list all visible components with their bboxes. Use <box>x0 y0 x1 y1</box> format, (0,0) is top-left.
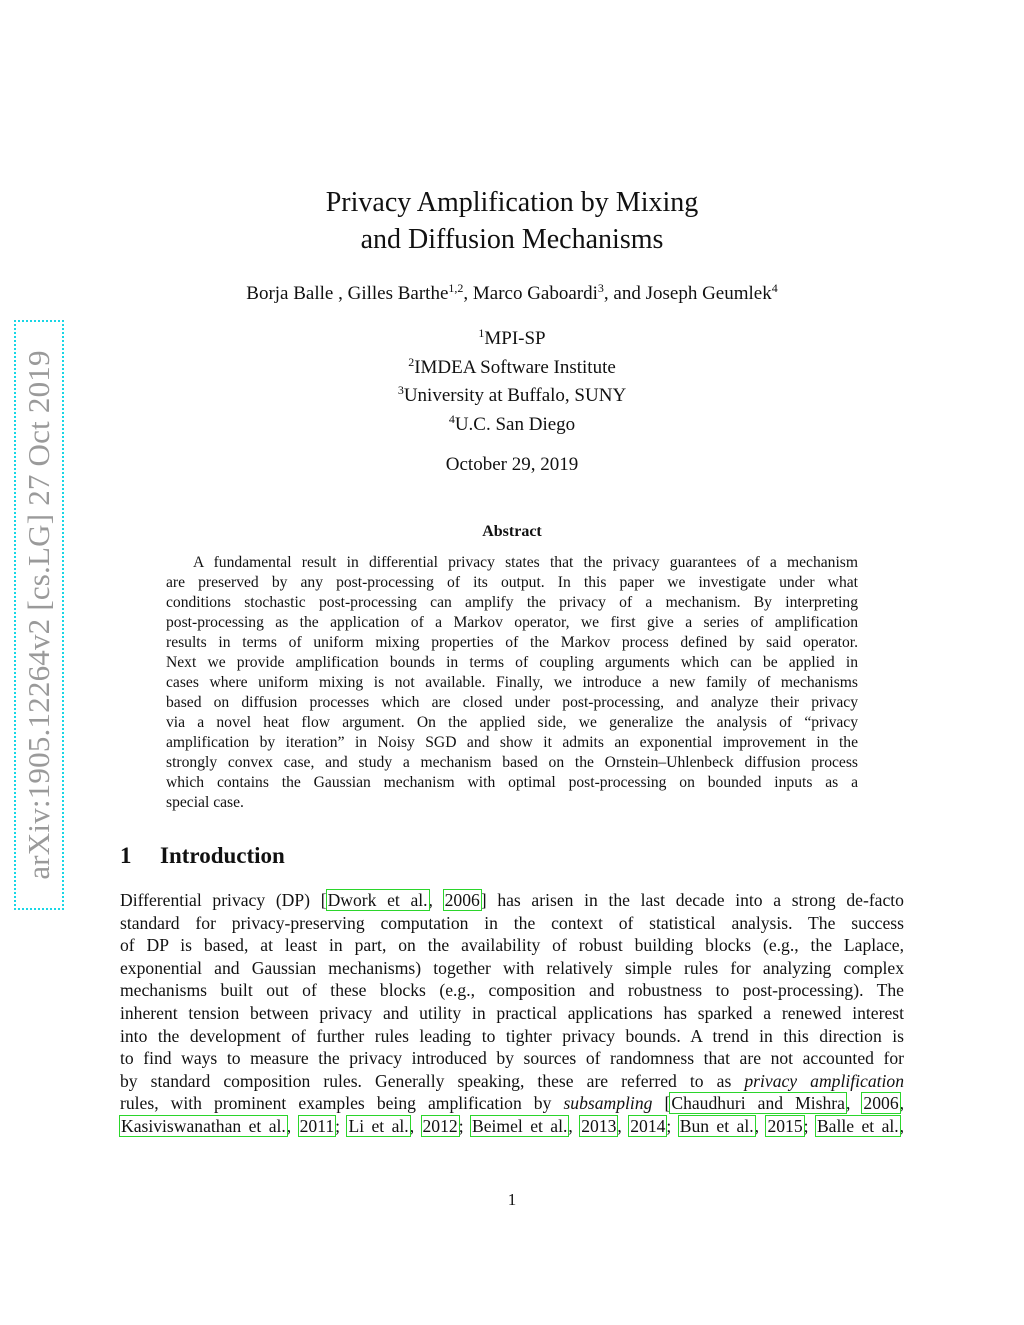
text-line: mechanisms built out of these blocks (e.g., composition and robustness to post-processing). The <box>120 980 904 1001</box>
title-line-2: and Diffusion Mechanisms <box>360 224 664 255</box>
abstract-line: based on diffusion processes which are closed under post-processing, and analyze their privacy <box>166 694 858 711</box>
affiliation: $^1$MPI-SP <box>478 326 546 349</box>
text-line: standard for privacy-preserving computation in the context of statistical analysis. The success <box>120 912 904 933</box>
abstract-line: post-processing as the application of a Markov operator, we first give a series of amplification <box>166 614 858 631</box>
page-number: 1 <box>507 1190 517 1209</box>
author-name: Borja Balle <box>246 283 334 304</box>
text-line: into the development of further rules leading to tighter privacy bounds. A trend in this direction is <box>120 1025 904 1046</box>
author-list: Borja Balle , Gilles Barthe$^{1,2}$, Marco Gaboardi$^3$, and Joseph Geumlek$^4$ <box>246 281 778 304</box>
text-line: rules, with prominent examples being amplification by subsampling [Chaudhuri and Mishra, 2006, <box>120 1093 905 1114</box>
abstract-text <box>166 553 858 813</box>
paper-title <box>0 184 1024 258</box>
citation-link[interactable]: Dwork et al. <box>327 890 428 910</box>
author-name: Joseph Geumlek <box>645 283 772 304</box>
section-title: Introduction <box>160 843 285 868</box>
citation-link[interactable]: Kasiviswanathan et al. <box>121 1115 286 1136</box>
citation-link[interactable]: Balle et al. <box>816 1115 899 1136</box>
abstract-line: via a novel heat flow argument. On the applied side, we generalize the analysis of “privacy <box>166 714 858 731</box>
author-affiliation-mark: 3 <box>597 281 604 295</box>
citation-link[interactable]: 2006 <box>444 890 480 910</box>
arxiv-identifier[interactable]: arXiv:1905.12264v2 [cs.LG] 27 Oct 2019 <box>21 350 56 880</box>
citation-link[interactable]: Beimel et al. <box>471 1115 568 1136</box>
text-line: exponential and Gaussian mechanisms) together with relatively simple rules for analyzing complex <box>120 957 904 978</box>
citation-link[interactable]: 2011 <box>299 1115 335 1136</box>
abstract-line: Next we provide amplification bounds in terms of coupling arguments which can be applied in <box>166 654 858 671</box>
abstract-line: which contains the Gaussian mechanism with optimal post-processing on bounded inputs as a <box>166 774 858 791</box>
abstract-line: strongly convex case, and study a mechanism based on the Ornstein–Uhlenbeck diffusion process <box>166 754 858 771</box>
abstract-line: cases where uniform mixing is not available. Finally, we introduce a new family of mechanisms <box>166 674 858 691</box>
section-number: 1 <box>120 843 132 868</box>
introduction-text <box>120 889 904 1138</box>
section-heading <box>120 843 285 869</box>
text-line: Differential privacy (DP) [Dwork et al., 2006] has arisen in the last decade into a strong de-facto <box>120 890 904 910</box>
affiliation: $^3$University at Buffalo, SUNY <box>397 383 627 406</box>
abstract-line: are preserved by any post-processing of its output. In this paper we investigate under what <box>166 574 858 591</box>
affiliation: $^4$U.C. San Diego <box>448 411 576 435</box>
author-affiliation-mark: 4 <box>771 281 778 295</box>
citation-link[interactable]: 2014 <box>630 1115 666 1136</box>
citation-link[interactable]: 2015 <box>767 1115 803 1136</box>
publication-date: October 29, 2019 <box>445 454 579 475</box>
abstract-line: A fundamental result in differential privacy states that the privacy guarantees of a mechanism <box>193 554 858 571</box>
abstract-line: results in terms of uniform mixing properties of the Markov process defined by said operator. <box>166 634 858 651</box>
citation-link[interactable]: Chaudhuri and Mishra <box>671 1093 845 1114</box>
text-line: inherent tension between privacy and utility in practical applications has sparked a renewed interest <box>120 1002 904 1023</box>
affiliation-list <box>0 322 1024 436</box>
citation-link[interactable]: 2012 <box>422 1115 458 1136</box>
author-name: Gilles Barthe <box>347 283 449 304</box>
text-line: to find ways to measure the privacy introduced by sources of randomness that are not accounted for <box>120 1048 904 1069</box>
author-name: Marco Gaboardi <box>472 283 598 304</box>
text-line: of DP is based, at least in part, on the availability of robust building blocks (e.g., the Laplace, <box>120 935 904 956</box>
citation-link[interactable]: 2006 <box>863 1093 899 1114</box>
text-line: by standard composition rules. Generally speaking, these are referred to as privacy amplification <box>120 1070 905 1091</box>
title-line-1: Privacy Amplification by Mixing <box>325 187 699 218</box>
author-affiliation-mark: 1,2 <box>448 281 464 295</box>
abstract-line: conditions stochastic post-processing can amplify the privacy of a mechanism. By interpreting <box>166 594 858 611</box>
citation-link[interactable]: Bun et al. <box>679 1115 754 1136</box>
abstract-heading: Abstract <box>482 523 542 540</box>
text-line: Kasiviswanathan et al., 2011; Li et al., 2012; Beimel et al., 2013, 2014; Bun et al., 2015; Balle et al., <box>121 1115 905 1136</box>
citation-link[interactable]: 2013 <box>581 1115 617 1136</box>
citation-link[interactable]: Li et al. <box>348 1115 409 1136</box>
abstract-line: amplification by iteration” in Noisy SGD and show it admits an exponential improvement in the <box>166 734 858 751</box>
abstract-line: special case. <box>166 794 244 811</box>
affiliation: $^2$IMDEA Software Institute <box>408 354 616 378</box>
